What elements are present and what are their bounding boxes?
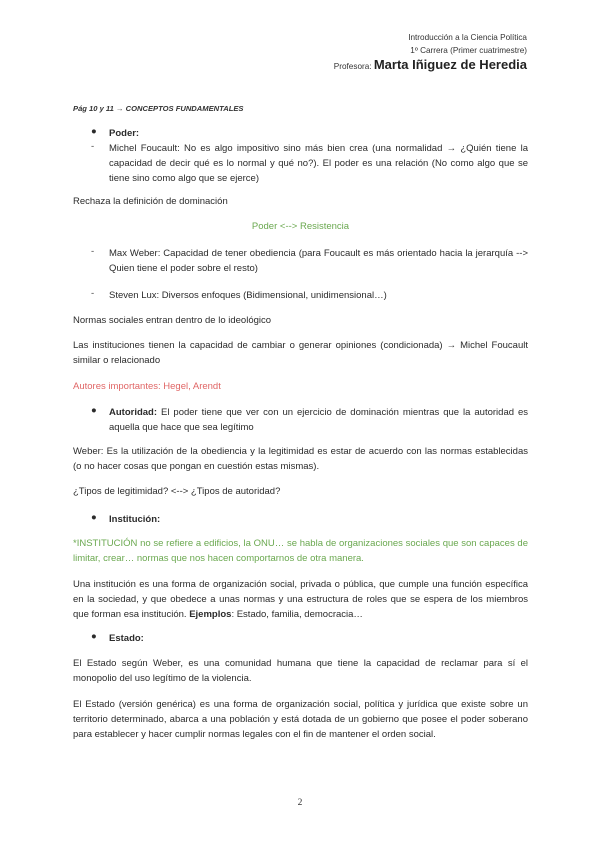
- professor-name: Marta Iñiguez de Heredia: [373, 57, 527, 72]
- dash-icon: -: [91, 246, 95, 257]
- professor-label: Profesora:: [333, 62, 372, 71]
- institucion-definition: [73, 577, 528, 622]
- header-course: Introducción a la Ciencia Política: [408, 33, 527, 42]
- autoridad-heading: Autoridad:: [109, 407, 158, 418]
- dash-icon: -: [91, 288, 95, 299]
- section-title: Pág 10 y 11 → CONCEPTOS FUNDAMENTALES: [73, 104, 244, 113]
- weber-legitimidad: Weber: Es la utilización de la obediencia y la legitimidad es estar de acuerdo con las normas establecidas (o no hacer cosas que pongan en cuestión estas mismas).: [73, 446, 528, 472]
- ejemplos-text: : Estado, familia, democracia…: [231, 609, 363, 620]
- estado-heading: Estado:: [109, 633, 144, 644]
- header-professor: [334, 57, 527, 72]
- ejemplos-label: Ejemplos: [189, 609, 232, 620]
- poder-lux: Steven Lux: Diversos enfoques (Bidimensional, unidimensional…): [109, 290, 387, 301]
- poder-heading: Poder:: [109, 128, 140, 139]
- autores-importantes: Autores importantes: Hegel, Arendt: [73, 381, 221, 392]
- estado-generica: El Estado (versión genérica) es una forma de organización social, política y jurídica que existe sobre un territorio determinado, abarca a una población y está dotada de un gobierno que posee el poder soberano para establecer y hacer cumplir normas legales con el fin de mantener el orden social.: [73, 699, 528, 740]
- bullet-icon: ●: [91, 126, 97, 137]
- institucion-heading: Institución:: [109, 514, 161, 525]
- autoridad-item: [109, 405, 528, 435]
- dash-icon: -: [91, 141, 95, 152]
- bullet-icon: ●: [91, 631, 97, 642]
- normas-sociales: Normas sociales entran dentro de lo ideológico: [73, 315, 272, 326]
- estado-weber: El Estado según Weber, es una comunidad humana que tiene la capacidad de reclamar para sí el monopolio del uso legítimo de la violencia.: [73, 658, 528, 684]
- header-year: 1º Carrera (Primer cuatrimestre): [410, 46, 527, 55]
- poder-weber: Max Weber: Capacidad de tener obediencia (para Foucault es más orientado hacia la jerarquía --> Quien tiene el poder sobre el resto): [109, 248, 528, 274]
- poder-foucault: Michel Foucault: No es algo impositivo sino más bien crea (una normalidad → ¿Quién tiene la capacidad de decir qué es lo normal y qué no?). El poder es una relación (No como algo que se tiene sino como algo que se ejerce): [109, 143, 528, 184]
- tipos-legitimidad: ¿Tipos de legitimidad? <--> ¿Tipos de autoridad?: [73, 486, 281, 497]
- bullet-icon: ●: [91, 405, 97, 416]
- rechaza-dominacion: Rechaza la definición de dominación: [73, 196, 228, 207]
- autoridad-text: El poder tiene que ver con un ejercicio de dominación mientras que la autoridad es aquella que hace que sea legítimo: [109, 407, 529, 433]
- institucion-definition-text: Una institución es una forma de organización social, privada o pública, que cumple una función específica en la sociedad, y que obedece a unas normas y una estructura de roles que se espera de los miembros que forman esa institución.: [73, 579, 528, 620]
- instituciones-cambio: Las instituciones tienen la capacidad de cambiar o generar opiniones (condicionada) → Michel Foucault similar o relacionado: [73, 340, 528, 366]
- institucion-note: *INSTITUCIÓN no se refiere a edificios, la ONU… se habla de organizaciones sociales que son capaces de limitar, crear… normas que nos hacen comportarnos de otra manera.: [73, 538, 528, 564]
- page-number: 2: [297, 798, 303, 808]
- bullet-icon: ●: [91, 512, 97, 523]
- poder-resistencia: Poder <--> Resistencia: [251, 221, 350, 232]
